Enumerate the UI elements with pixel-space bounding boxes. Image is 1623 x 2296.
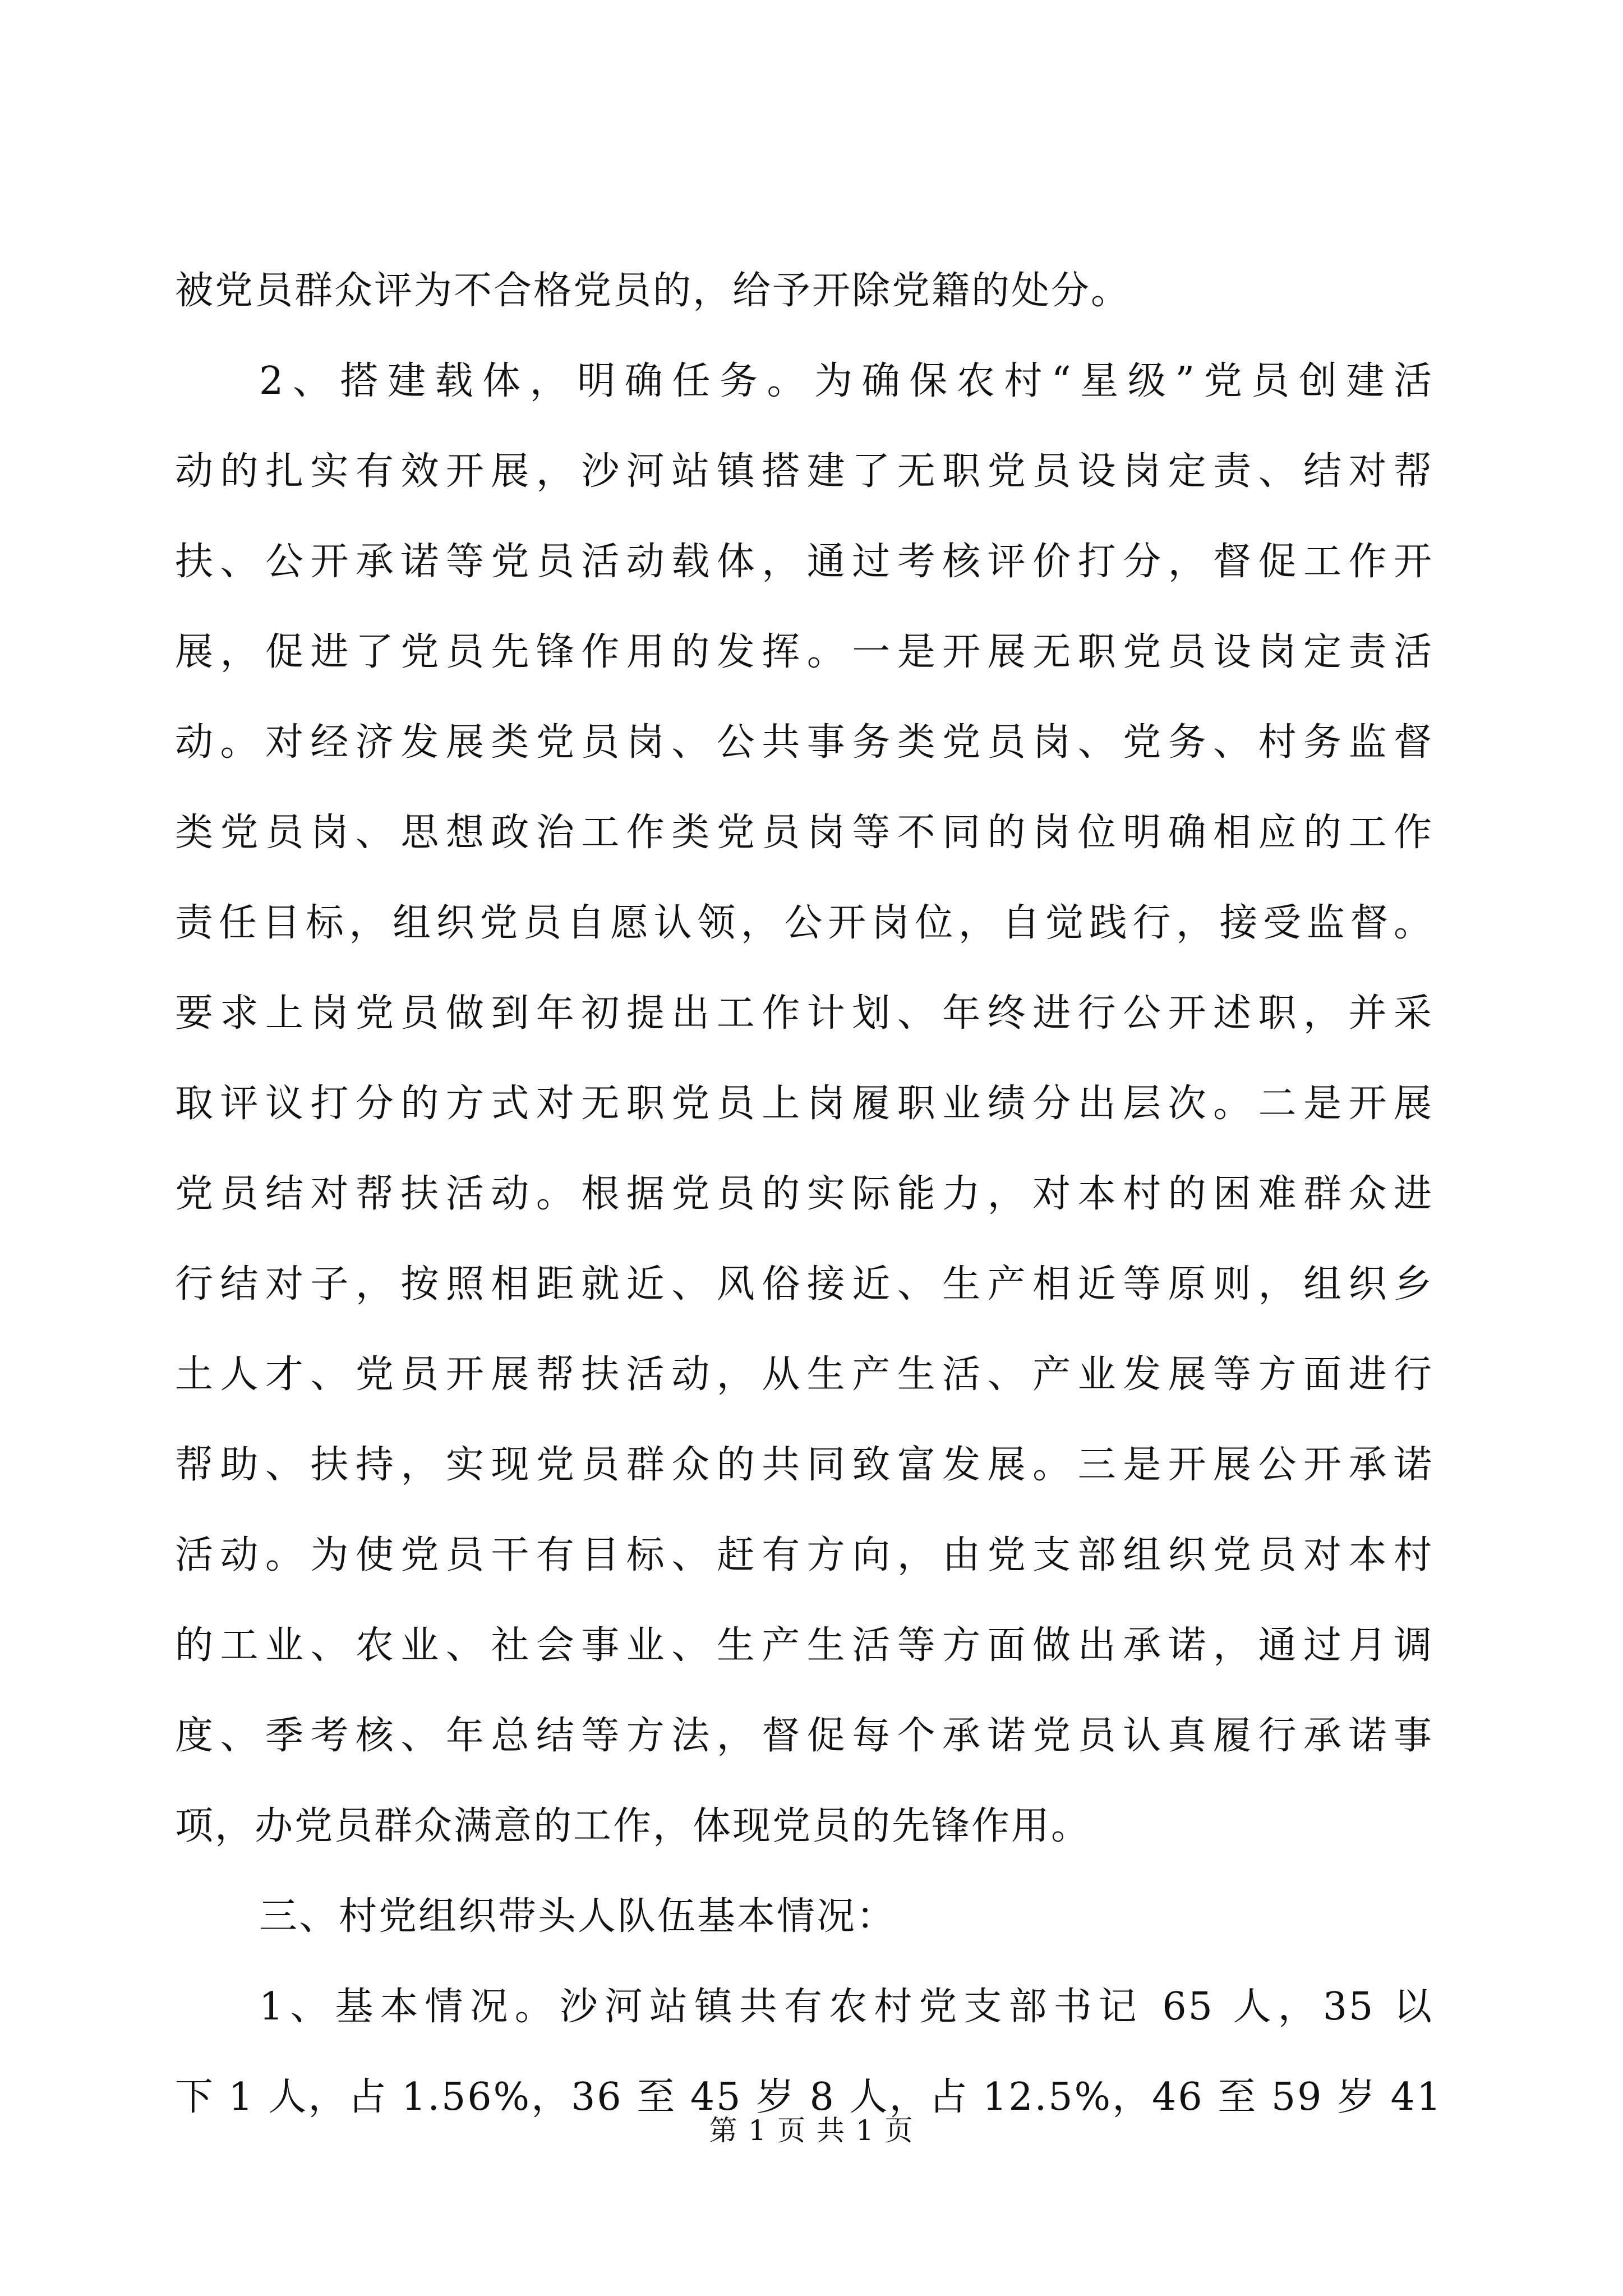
text-line-15: 活动。为使党员干有目标、赶有方向，由党支部组织党员对本村	[175, 1533, 1433, 1577]
text-line-7: 类党员岗、思想政治工作类党员岗等不同的岗位明确相应的工作	[175, 811, 1433, 855]
text-line-18: 项，办党员群众满意的工作，体现党员的先锋作用。	[175, 1804, 1091, 1848]
text-line-14: 帮助、扶持，实现党员群众的共同致富发展。三是开展公开承诺	[175, 1443, 1433, 1487]
text-line-9: 要求上岗党员做到年初提出工作计划、年终进行公开述职，并采	[175, 991, 1433, 1036]
section-heading: 三、村党组织带头人队伍基本情况：	[259, 1894, 897, 1939]
text-line-8: 责任目标，组织党员自愿认领，公开岗位，自觉践行，接受监督。	[175, 901, 1433, 945]
text-line-13: 土人才、党员开展帮扶活动，从生产生活、产业发展等方面进行	[175, 1352, 1433, 1397]
text-line-17: 度、季考核、年总结等方法，督促每个承诺党员认真履行承诺事	[175, 1714, 1433, 1758]
text-line-4: 扶、公开承诺等党员活动载体，通过考核评价打分，督促工作开	[175, 540, 1433, 584]
text-line-6: 动。对经济发展类党员岗、公共事务类党员岗、党务、村务监督	[175, 720, 1433, 765]
text-line-11: 党员结对帮扶活动。根据党员的实际能力，对本村的困难群众进	[175, 1172, 1433, 1216]
page-number-footer: 第 1 页 共 1 页	[709, 2114, 914, 2147]
text-line-20: 1、基本情况。沙河站镇共有农村党支部书记 65 人，35 以	[259, 1985, 1433, 2029]
text-line-5: 展，促进了党员先锋作用的发挥。一是开展无职党员设岗定责活	[175, 630, 1433, 674]
text-line-10: 取评议打分的方式对无职党员上岗履职业绩分出层次。二是开展	[175, 1082, 1433, 1126]
text-line-1: 被党员群众评为不合格党员的，给予开除党籍的处分。	[175, 269, 1131, 313]
text-line-21: 下 1 人，占 1.56%，36 至 45 岁 8 人，占 12.5%，46 至 59 岁 41	[175, 2075, 1443, 2119]
text-line-12: 行结对子，按照相距就近、风俗接近、生产相近等原则，组织乡	[175, 1262, 1433, 1306]
text-line-3: 动的扎实有效开展，沙河站镇搭建了无职党员设岗定责、结对帮	[175, 449, 1433, 494]
text-line-2: 2、搭建载体，明确任务。为确保农村“星级”党员创建活	[259, 359, 1433, 403]
document-body	[175, 246, 1443, 2142]
text-line-16: 的工业、农业、社会事业、生产生活等方面做出承诺，通过月调	[175, 1623, 1433, 1668]
